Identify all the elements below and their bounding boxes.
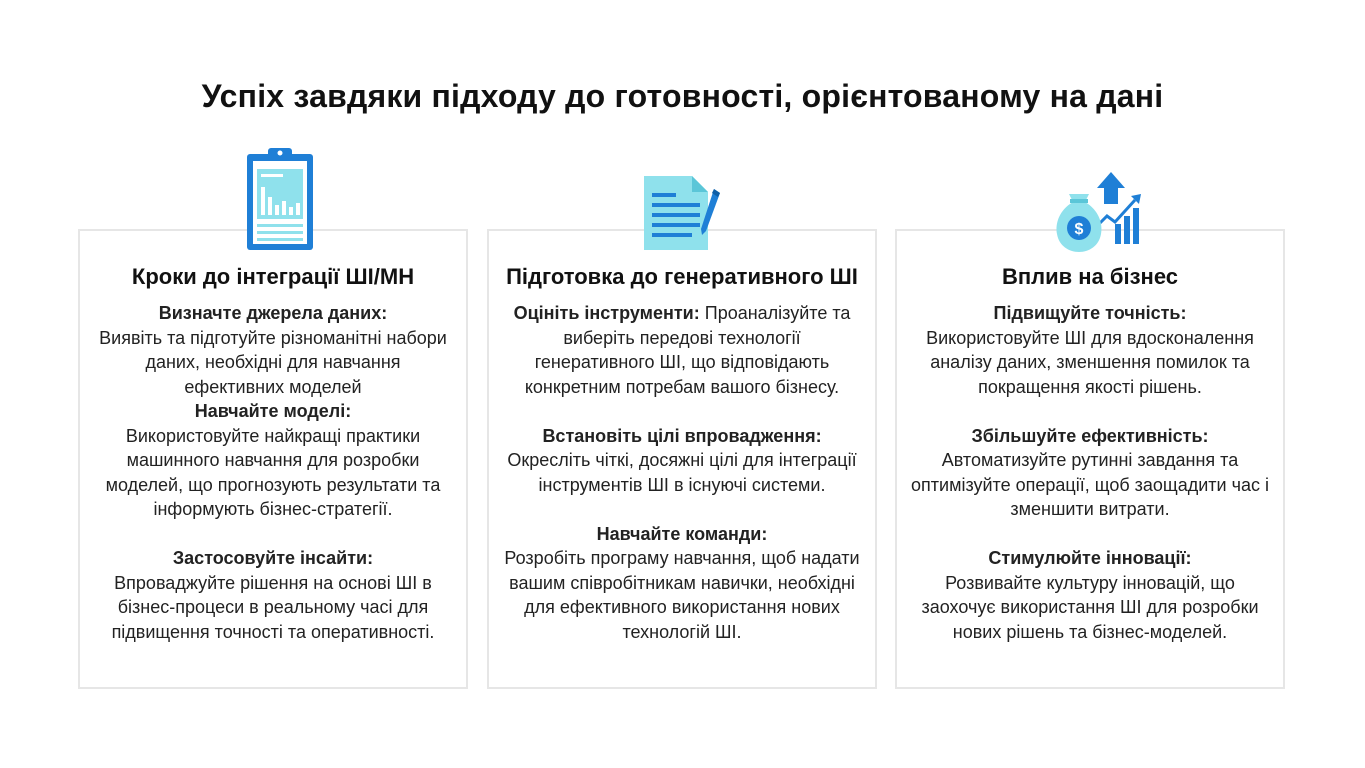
card-business-impact [895, 229, 1285, 689]
card-title: Кроки до інтеграції ШІ/МН [131, 264, 415, 289]
card-body [503, 301, 861, 644]
card-body [911, 301, 1269, 644]
block-heading: Навчайте моделі: [194, 401, 352, 421]
block-heading: Визначте джерела даних: [158, 303, 388, 323]
block-heading: Збільшуйте ефективність: [971, 425, 1209, 446]
block-text: Впроваджуйте рішення на основі ШІ в бізнес-процеси в реальному часі для підвищення точності та оперативності. [111, 572, 435, 642]
card-ai-ml-integration [78, 229, 468, 689]
block-innovation [911, 546, 1269, 644]
block-heading: Підвищуйте точність: [993, 303, 1187, 323]
document-pen-icon [640, 173, 726, 253]
block-heading: Встановіть цілі впровадження: [542, 425, 822, 446]
block-text: Проаналізуйте та виберіть передові технології генеративного ШІ, що відповідають конкретним потребам вашого бізнесу. [524, 303, 851, 397]
block-efficiency [911, 424, 1269, 522]
card-body [94, 301, 452, 644]
block-accuracy [911, 301, 1269, 399]
block-set-goals [503, 424, 861, 498]
block-text: Використовуйте найкращі практики машинного навчання для розробки моделей, що прогнозують результати та інформують бізнес-стратегії. [105, 425, 441, 519]
block-heading: Навчайте команди: [596, 523, 768, 544]
block-text: Автоматизуйте рутинні завдання та оптимізуйте операції, щоб заощадити час і зменшити витрати. [911, 450, 1269, 519]
page-title: Успіх завдяки підходу до готовності, орієнтованому на дані [201, 78, 1164, 114]
block-evaluate-tools [503, 301, 861, 399]
block-apply-insights [94, 546, 452, 644]
block-heading: Стимулюйте інновації: [988, 548, 1192, 568]
card-title: Підготовка до генеративного ШІ [506, 264, 858, 289]
block-text: Використовуйте ШІ для вдосконалення аналізу даних, зменшення помилок та покращення якості рішень. [926, 327, 1254, 397]
block-text: Розробіть програму навчання, щоб надати вашим співробітникам навички, необхідні для ефективного використання нових технологій ШІ. [504, 548, 860, 642]
block-train-teams [503, 522, 861, 645]
block-data-sources [94, 301, 452, 399]
card-generative-ai [487, 229, 877, 689]
block-heading: Застосовуйте інсайти: [172, 548, 374, 568]
svg-text:$: $ [1074, 221, 1084, 238]
block-heading: Оцініть інструменти: [513, 303, 700, 323]
block-train-models [94, 399, 452, 522]
block-text: Окресліть чіткі, досяжні цілі для інтеграції інструментів ШІ в існуючі системи. [507, 450, 857, 495]
card-title: Вплив на бізнес [1001, 264, 1179, 289]
block-text: Виявіть та підготуйте різноманітні набори даних, необхідні для навчання ефективних моделей [99, 327, 447, 397]
block-text: Розвивайте культуру інновацій, що заохочує використання ШІ для розробки нових рішень та бізнес-моделей. [921, 572, 1259, 642]
money-bag-growth-icon [1055, 172, 1147, 254]
clipboard-chart-icon [244, 147, 316, 253]
